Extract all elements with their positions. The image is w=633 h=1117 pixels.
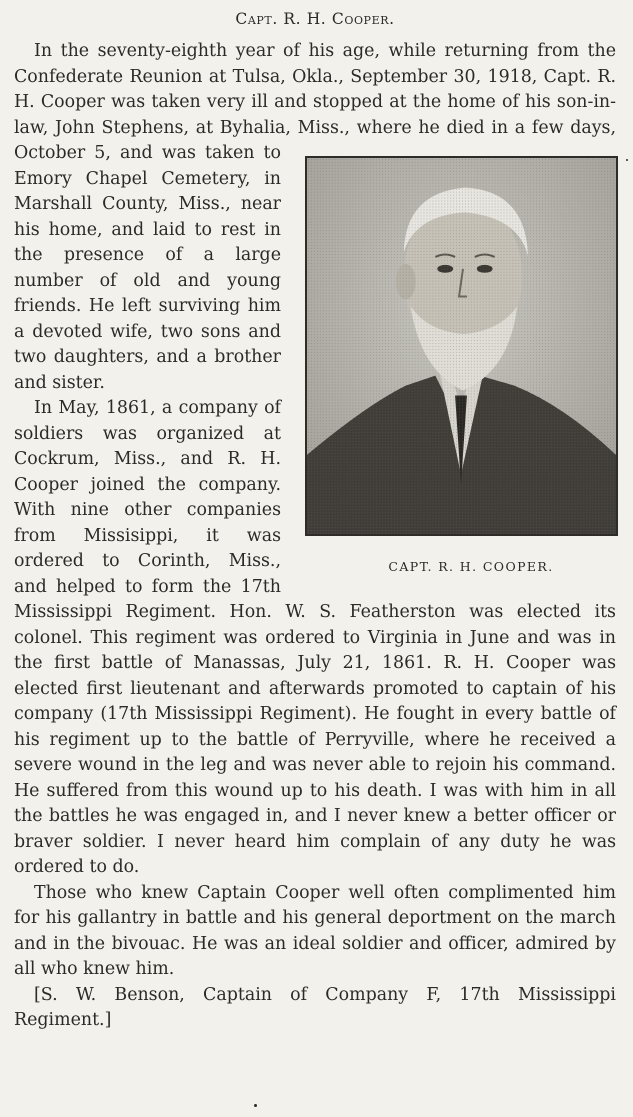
paragraph-text: In May, 1861, a company of soldiers was organized at Cockrum, Miss., and R. H. Cooper joined the company. With nine other companies from Missisippi, it was ordered to Corinth, Miss., and helped to form the 17th Mississippi Regiment. Hon. W. S. Featherston was elected its colonel. This regiment was ordered to Virginia in June and was in the first battle of Manassas, July 21, 1861. R. H. Cooper was elected first lieutenant and afterwards promoted to captain of his company (17th Mississippi Regiment). He fought in every battle of his regiment up to the battle of Perryville, where he received a severe wound in the leg and was never able to rejoin his command. He suffered from this wound up to his death. I was with him in all the battles he was engaged in, and I never knew a better officer or braver soldier. I never heard him complain of any duty he was ordered to do.: [14, 398, 616, 877]
paragraph-text: where he died in a few days, October 5, and was taken to Emory Chapel Cemetery, in Marshall County, Miss., near his home, and laid to rest in the presence of a large number of old and young friends. He left surviving him a devoted wife, two sons and two daughters, and a brother and sister.: [14, 117, 616, 393]
paragraph-text: Those who knew Captain Cooper well often complimented him for his gallantry in battle and his general deportment on the march and in the bivouac. He was an ideal soldier and officer, admired by all who knew him.: [14, 882, 616, 979]
print-speck: [626, 159, 628, 161]
article-title: Capt. R. H. Cooper.: [235, 10, 395, 28]
paragraph: [14, 881, 616, 983]
print-speck: [254, 1104, 257, 1107]
portrait-figure: [301, 156, 621, 576]
article-body: [14, 39, 616, 1034]
paragraph-text: [S. W. Benson, Captain of Company F, 17th Mississippi Regiment.]: [14, 984, 616, 1030]
portrait-photo: [305, 156, 618, 536]
portrait-caption: CAPT. R. H. COOPER.: [388, 559, 554, 574]
portrait-image: [307, 158, 616, 534]
paragraph: [14, 983, 616, 1034]
article: [14, 0, 616, 1034]
paragraph: [14, 39, 616, 574]
paragraph-text: In the seventy-eighth year of his age, while returning from the Confederate Reunion at Tulsa, Okla., September 30, 1918, Capt. R. H. Cooper was taken very ill and stopped at the home of his son-in-law, John Stephens, at Byhalia, Miss.,: [14, 41, 616, 138]
